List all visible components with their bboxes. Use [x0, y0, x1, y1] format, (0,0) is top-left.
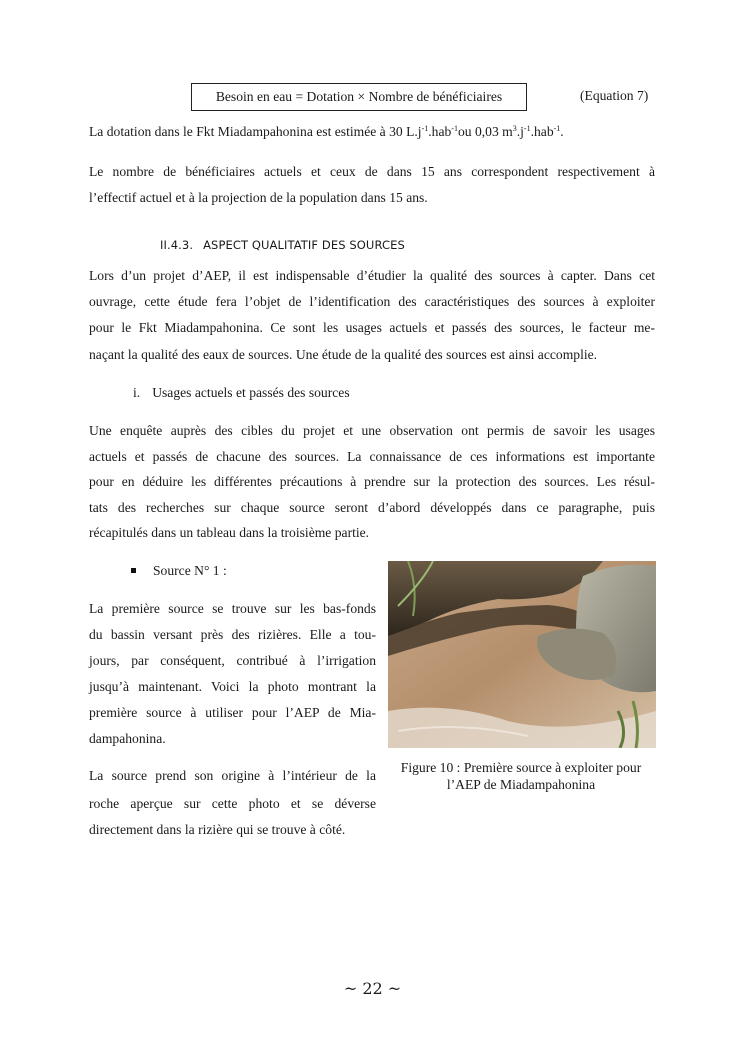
subsection-title: Usages actuels et passés des sources	[152, 385, 350, 400]
paragraph-line: tats des recherches sur chaque source seront d’abord développés dans ce paragraphe, puis	[89, 500, 655, 515]
subsection-marker: i.	[133, 385, 141, 400]
equation-label: (Equation 7)	[580, 88, 649, 103]
paragraph-line: La source prend son origine à l’intérieur de la	[89, 768, 376, 783]
figure-caption	[383, 759, 659, 793]
paragraph-line: roche aperçue sur cette photo et se déverse	[89, 796, 376, 811]
equation-formula: Besoin en eau = Dotation × Nombre de bénéficiaires	[215, 89, 503, 104]
subsection-heading	[133, 385, 350, 401]
paragraph-line: jusqu’à maintenant. Voici la photo montrant la	[89, 679, 376, 694]
section-number: II.4.3.	[160, 238, 194, 252]
paragraph-line: du bassin versant près des rizières. Elle a tou-	[89, 627, 376, 642]
equation-box	[191, 83, 527, 111]
paragraph-line: jours, par conséquent, contribué à l’irrigation	[89, 653, 376, 668]
paragraph-line: ouvrage, cette étude fera l’objet de l’identification des caractéristiques des sources à exploiter	[89, 294, 655, 309]
dotation-text: .hab	[428, 124, 452, 139]
paragraph-line: Lors d’un projet d’AEP, il est indispensable d’étudier la qualité des sources à capter. Dans cet	[89, 268, 655, 283]
paragraph-line: première source à utiliser pour l’AEP de Mia-	[89, 705, 376, 720]
dotation-text: ou 0,03 m	[457, 124, 513, 139]
dotation-line	[89, 124, 655, 140]
dotation-text: .hab	[530, 124, 554, 139]
paragraph-line: récapitulés dans un tableau dans la troisième partie.	[89, 525, 370, 540]
dotation-sup: -1	[421, 124, 429, 133]
paragraph-line: Une enquête auprès des cibles du projet et une observation ont permis de savoir les usages	[89, 423, 655, 438]
page-number: ~ 22 ~	[343, 979, 402, 998]
paragraph-line: pour le Fkt Miadampahonina. Ce sont les usages actuels et passés des sources, le facteur me-	[89, 320, 655, 335]
dotation-sup: -1	[553, 124, 561, 133]
section-title: ASPECT QUALITATIF DES SOURCES	[203, 238, 405, 252]
paragraph-line: Le nombre de bénéficiaires actuels et ceux de dans 15 ans correspondent respectivement à	[89, 164, 655, 179]
dotation-sup: -1	[451, 124, 458, 133]
section-heading	[160, 238, 405, 252]
dotation-text: .j	[516, 124, 524, 139]
paragraph-line: dampahonina.	[89, 731, 166, 746]
dotation-sup: -1	[523, 124, 531, 133]
dotation-sup: 3	[512, 124, 517, 133]
source-bullet-label: Source N° 1 :	[153, 563, 227, 578]
source-photo	[388, 561, 656, 748]
dotation-text: La dotation dans le Fkt Miadampahonina est estimée à 30 L.j	[89, 124, 422, 139]
paragraph-line: l’effectif actuel et à la projection de la population dans 15 ans.	[89, 190, 428, 205]
bullet-square-icon	[131, 568, 136, 573]
figure-caption-line: l’AEP de Miadampahonina	[446, 777, 596, 792]
figure-caption-line: Figure 10 : Première source à exploiter pour	[400, 760, 642, 775]
dotation-text: .	[560, 124, 564, 139]
paragraph-line: pour en déduire les différentes précautions à prendre sur la protection des sources. Les résul-	[89, 474, 655, 489]
source-bullet	[131, 563, 227, 579]
paragraph-line: La première source se trouve sur les bas-fonds	[89, 601, 376, 616]
paragraph-line: naçant la qualité des eaux de sources. Une étude de la qualité des sources est ainsi accomplie.	[89, 347, 598, 362]
paragraph-line: directement dans la rizière qui se trouve à côté.	[89, 822, 346, 837]
paragraph-line: actuels et passés de chacune des sources. La connaissance de ces informations est importante	[89, 449, 655, 464]
